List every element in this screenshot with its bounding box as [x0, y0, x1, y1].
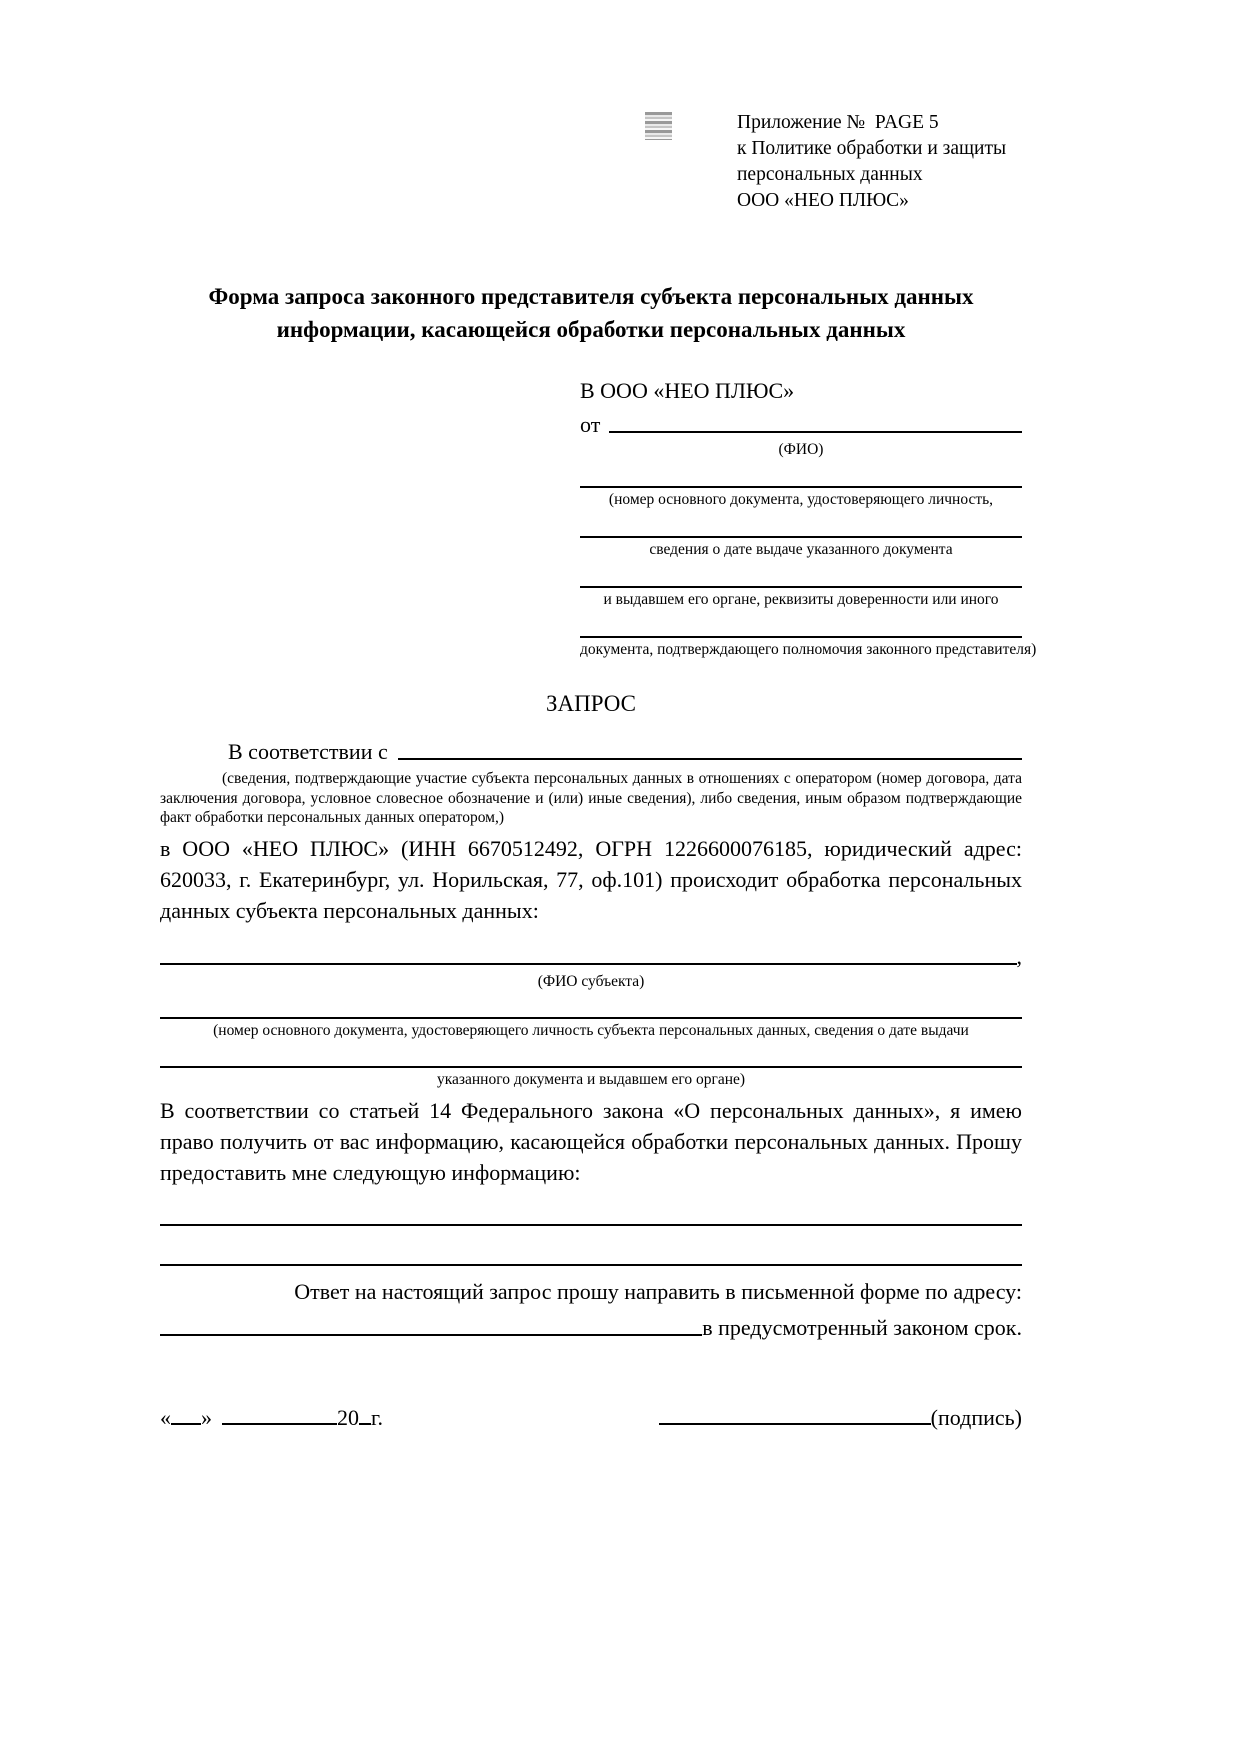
operator-paragraph: в ООО «НЕО ПЛЮС» (ИНН 6670512492, ОГРН 1226600076185, юридический адрес: 620033, г. Екатеринбург, ул. Норильская, 77, оф.101) происходит обработка персональных данных субъекта персональных данных:	[160, 835, 1022, 923]
signature-caption: (подпись)	[930, 1404, 1022, 1430]
blank-caption-issuing-authority: и выдавшем его органе, реквизиты доверенности или иного	[603, 591, 999, 608]
embedded-image-artifact-icon	[645, 112, 672, 140]
subject-fio-blank-line	[160, 963, 1017, 965]
date-month-blank-line	[222, 1403, 337, 1425]
reply-address-blank-line	[160, 1334, 702, 1336]
accordance-row	[160, 731, 1022, 765]
reply-address-row	[160, 1307, 1022, 1341]
subject-issuer-blank-line	[160, 1040, 1022, 1068]
footer-row	[160, 1403, 1022, 1433]
requested-info-blank-line-1	[160, 1202, 1022, 1226]
issuing-authority-blank-line	[580, 559, 1022, 588]
from-label: от	[580, 412, 601, 437]
subject-caption-document: (номер основного документа, удостоверяющего личность субъекта персональных данных, сведения о дате выдачи	[213, 1021, 969, 1039]
date-open-quote: «	[160, 1404, 171, 1430]
accordance-blank-line	[398, 758, 1022, 760]
subject-fio-row	[160, 936, 1022, 970]
date-close-quote: »	[201, 1404, 212, 1430]
accordance-label: В соответствии с	[228, 739, 388, 764]
blank-caption-doc-number: (номер основного документа, удостоверяющего личность,	[608, 491, 994, 508]
blank-caption-fio: (ФИО)	[778, 441, 824, 458]
addressee-block	[580, 376, 1037, 659]
representative-authority-blank-line	[580, 609, 1022, 638]
form-title: Форма запроса законного представителя субъекта персональных данных информации, касающейся обработки персональных данных	[208, 284, 974, 342]
date-year-suffix: г.	[371, 1404, 384, 1430]
rights-paragraph: В соответствии со статьей 14 Федерального закона «О персональных данных», я имею право получить от вас информацию, касающейся обработки персональных данных. Прошу предоставить мне следующую информацию:	[160, 1097, 1022, 1185]
date-day-blank-line	[171, 1403, 201, 1425]
appendix-header-line: к Политике обработки и защиты	[737, 138, 1007, 159]
appendix-header-line: ООО «НЕО ПЛЮС»	[737, 190, 909, 211]
from-row	[580, 406, 1022, 438]
subject-document-blank-line	[160, 991, 1022, 1019]
date-year-blank-line	[359, 1403, 371, 1425]
request-heading: ЗАПРОС	[545, 691, 637, 716]
signature-field	[659, 1403, 1022, 1433]
subject-line-comma: ,	[1016, 943, 1022, 969]
reply-instruction: Ответ на настоящий запрос прошу направить в письменной форме по адресу:	[294, 1278, 1022, 1304]
addressee-organization: В ООО «НЕО ПЛЮС»	[580, 378, 795, 403]
blank-caption-issue-date: сведения о дате выдаче указанного документа	[649, 541, 953, 558]
accordance-note: (сведения, подтверждающие участие субъекта персональных данных в отношениях с оператором (номер договора, дата заключения договора, условное словесное обозначение и (или) иные сведения), либо сведения, иным образом подтверждающие факт обработки персональных данных оператором,)	[160, 770, 1022, 826]
fio-blank-line	[609, 431, 1022, 433]
signature-blank-line	[659, 1403, 931, 1425]
document-number-blank-line	[580, 459, 1022, 488]
reply-deadline-text: в предусмотренный законом срок.	[702, 1314, 1022, 1340]
issue-date-blank-line	[580, 509, 1022, 538]
appendix-header-line: персональных данных	[737, 164, 923, 185]
appendix-header-line: Приложение № PAGE 5	[737, 112, 939, 133]
subject-caption-fio: (ФИО субъекта)	[537, 972, 645, 990]
requested-info-blank-line-2	[160, 1226, 1022, 1266]
blank-caption-representative-authority: документа, подтверждающего полномочия законного представителя)	[580, 641, 1037, 658]
appendix-header	[737, 110, 1022, 214]
date-field	[160, 1403, 383, 1433]
subject-caption-issuer: указанного документа и выдавшем его органе)	[436, 1070, 746, 1088]
date-year-prefix: 20	[337, 1404, 359, 1430]
